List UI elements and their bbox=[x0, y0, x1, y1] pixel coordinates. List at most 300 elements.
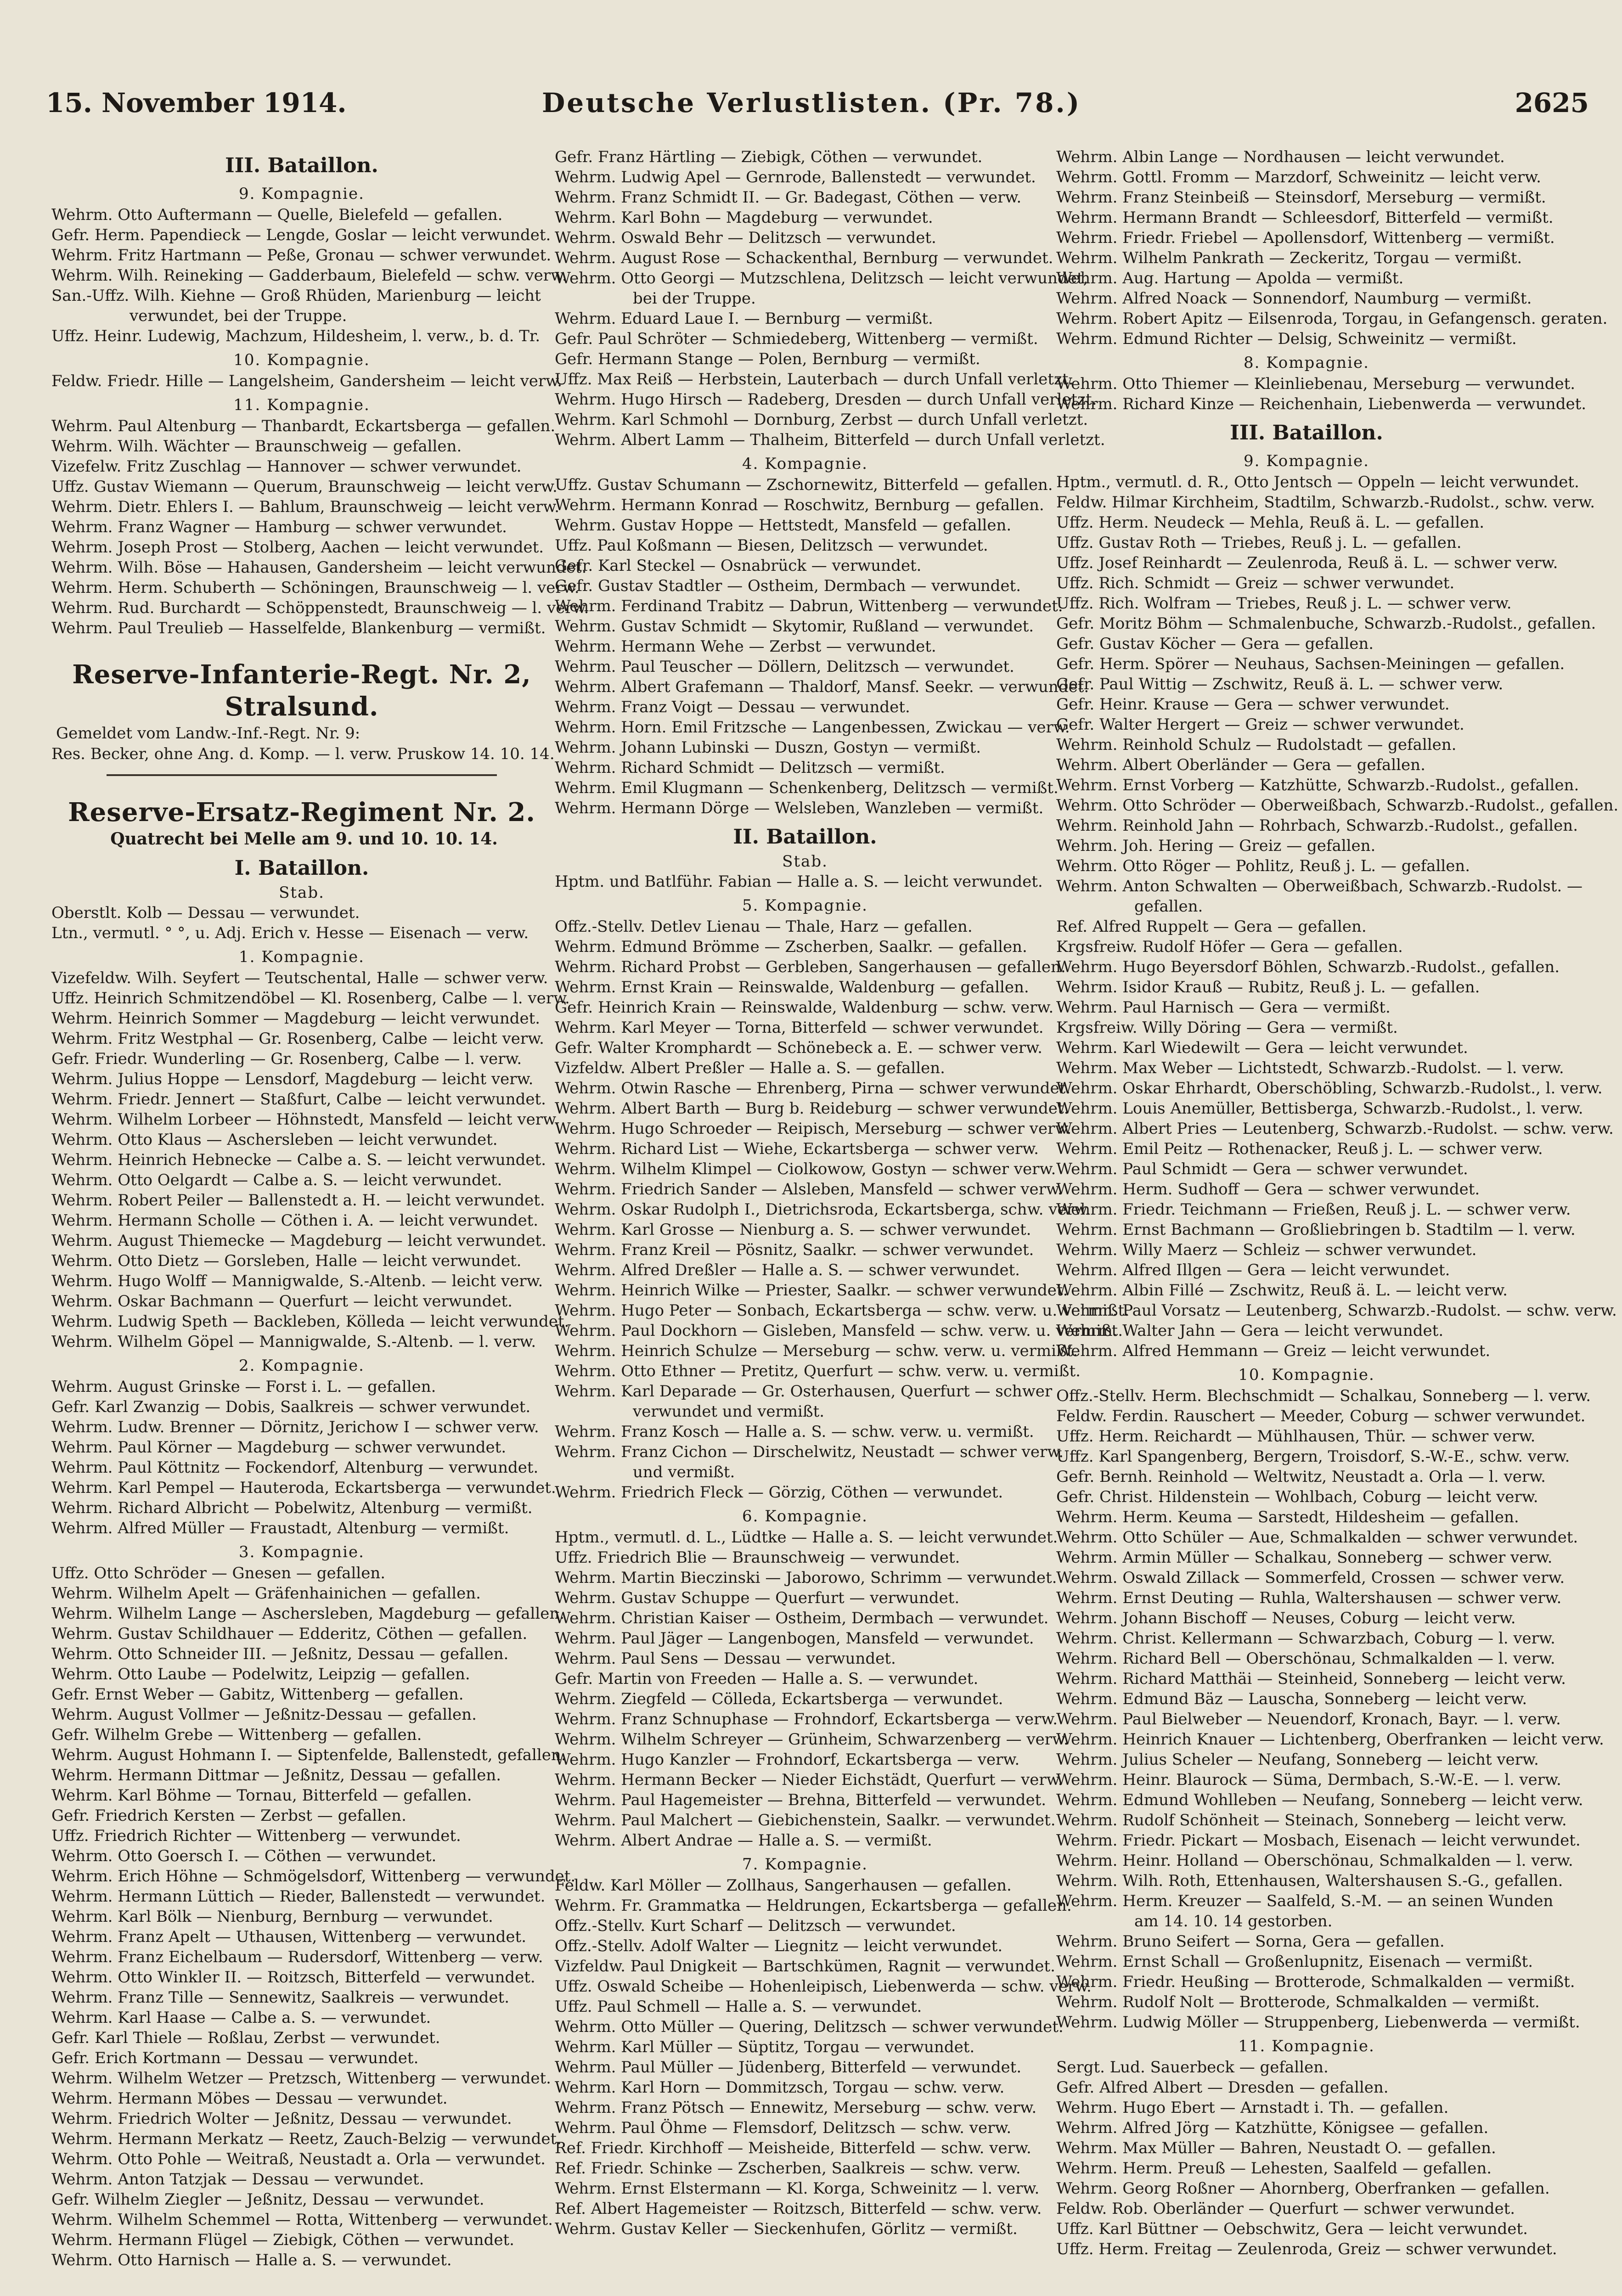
casualty-entry: Gefr. Karl Steckel — Osnabrück — verwundet. bbox=[555, 557, 922, 575]
column-middle bbox=[555, 147, 1129, 2239]
casualty-entry: Wehrm. Hermann Wehe — Zerbst — verwundet. bbox=[555, 637, 936, 656]
casualty-entry: Uffz. Friedrich Blie — Braunschweig — verwundet. bbox=[555, 1548, 960, 1567]
casualty-entry: Wehrm. Emil Peitz — Rothenacker, Reuß j. L. — schwer verw. bbox=[1056, 1140, 1543, 1158]
casualty-entry: Wehrm. Christ. Kellermann — Schwarzbach, Coburg — l. verw. bbox=[1056, 1629, 1555, 1648]
casualty-entry: Wehrm. Paul Schmidt — Gera — schwer verwundet. bbox=[1056, 1160, 1468, 1178]
casualty-entry: Wehrm. Aug. Hartung — Apolda — vermißt. bbox=[1056, 269, 1404, 287]
casualty-entry: Wehrm. Reinhold Schulz — Rudolstadt — gefallen. bbox=[1056, 736, 1457, 754]
casualty-entry: Wehrm. Otto Klaus — Aschersleben — leicht verwundet. bbox=[51, 1131, 498, 1149]
casualty-entry: Wehrm. Oskar Ehrhardt, Oberschöbling, Schwarzb.-Rudolst., l. verw. bbox=[1056, 1079, 1603, 1097]
casualty-entry: Wehrm. Franz Steinbeiß — Steinsdorf, Merseburg — vermißt. bbox=[1056, 188, 1546, 207]
casualty-entry: Wehrm. Heinr. Holland — Oberschönau, Schmalkalden — l. verw. bbox=[1056, 1851, 1573, 1870]
casualty-entry: Feldw. Ferdin. Rauschert — Meeder, Coburg — schwer verwundet. bbox=[1056, 1407, 1586, 1425]
casualty-entry: Wehrm. Paul Altenburg — Thanbardt, Eckartsberga — gefallen. bbox=[51, 417, 556, 435]
casualty-entry: Wehrm. Albin Fillé — Zschwitz, Reuß ä. L. — leicht verw. bbox=[1056, 1281, 1508, 1300]
casualty-entry: Offz.-Stellv. Adolf Walter — Liegnitz — leicht verwundet. bbox=[555, 1937, 1003, 1955]
casualty-entry: Wehrm. Herm. Kreuzer — Saalfeld, S.-M. — an seinen Wunden bbox=[1056, 1892, 1554, 1910]
casualty-entry: Wehrm. Wilhelm Schreyer — Grünheim, Schwarzenberg — verw. bbox=[555, 1730, 1069, 1749]
casualty-entry: Wehrm. Bruno Seifert — Sorna, Gera — gefallen. bbox=[1056, 1932, 1445, 1951]
casualty-entry: Gefr. Bernh. Reinhold — Weltwitz, Neustadt a. Orla — l. verw. bbox=[1056, 1468, 1546, 1486]
casualty-entry: Wehrm. Otto Laube — Podelwitz, Leipzig — gefallen. bbox=[51, 1665, 470, 1683]
casualty-entry: Wehrm. Hugo Wolff — Mannigwalde, S.-Altenb. — leicht verw. bbox=[51, 1272, 543, 1290]
casualty-entry: Feldw. Karl Möller — Zollhaus, Sangerhausen — gefallen. bbox=[555, 1876, 1012, 1895]
casualty-entry: Wehrm. Franz Cichon — Dirschelwitz, Neustadt — schwer verw. bbox=[555, 1443, 1064, 1461]
staff-heading: Stab. bbox=[279, 884, 325, 902]
casualty-entry: Wehrm. Julius Scheler — Neufang, Sonneberg — leicht verw. bbox=[1056, 1750, 1539, 1769]
casualty-entry: Wehrm. Georg Roßner — Ahornberg, Oberfranken — gefallen. bbox=[1056, 2179, 1550, 2198]
casualty-entry: Wehrm. Martin Bieczinski — Jaborowo, Schrimm — verwundet. bbox=[555, 1569, 1057, 1587]
casualty-entry: Wehrm. August Grinske — Forst i. L. — gefallen. bbox=[51, 1378, 436, 1396]
casualty-entry: Wehrm. Anton Tatzjak — Dessau — verwundet. bbox=[51, 2170, 424, 2189]
regiment-note: Quatrecht bei Melle am 9. und 10. 10. 14. bbox=[110, 829, 498, 849]
casualty-entry: Wehrm. Ludw. Brenner — Dörnitz, Jerichow I — schwer verw. bbox=[51, 1418, 539, 1436]
casualty-entry: Wehrm. Dietr. Ehlers I. — Bahlum, Braunschweig — leicht verw. bbox=[51, 498, 560, 516]
casualty-entry: Uffz. Herm. Reichardt — Mühlhausen, Thür. — schwer verw. bbox=[1056, 1427, 1536, 1446]
casualty-entry: Wehrm. Franz Kreil — Pösnitz, Saalkr. — schwer verwundet. bbox=[555, 1241, 1034, 1259]
casualty-entry: Wehrm. Gustav Keller — Sieckenhufen, Görlitz — vermißt. bbox=[555, 2220, 1018, 2238]
casualty-entry: Wehrm. Wilhelm Lange — Aschersleben, Magdeburg — gefallen. bbox=[51, 1604, 565, 1623]
casualty-entry: Wehrm. Friedr. Teichmann — Frießen, Reuß j. L. — schwer verw. bbox=[1056, 1200, 1571, 1219]
company-heading: 10. Kompagnie. bbox=[1238, 1366, 1375, 1384]
casualty-entry: Wehrm. Otto Schüler — Aue, Schmalkalden — schwer verwundet. bbox=[1056, 1528, 1578, 1547]
casualty-entry: Wehrm. Hermann Flügel — Ziebigk, Cöthen — verwundet. bbox=[51, 2231, 514, 2249]
casualty-entry: Wehrm. Friedr. Heußing — Brotterode, Schmalkalden — vermißt. bbox=[1056, 1973, 1575, 1991]
casualty-entry: Wehrm. Max Müller — Bahren, Neustadt O. — gefallen. bbox=[1056, 2139, 1496, 2157]
casualty-entry: Ltn., vermutl. ° °, u. Adj. Erich v. Hesse — Eisenach — verw. bbox=[51, 924, 529, 942]
casualty-entry: Gefr. Hermann Stange — Polen, Bernburg — vermißt. bbox=[555, 350, 980, 368]
casualty-entry: Offz.-Stellv. Detlev Lienau — Thale, Harz — gefallen. bbox=[555, 917, 973, 936]
casualty-entry: Wehrm. Walter Jahn — Gera — leicht verwundet. bbox=[1056, 1322, 1444, 1340]
casualty-entry: Wehrm. August Rose — Schackenthal, Bernburg — verwundet. bbox=[555, 249, 1053, 267]
page-number: 2625 bbox=[1515, 87, 1589, 118]
casualty-entry: Wehrm. Karl Deparade — Gr. Osterhausen, Querfurt — schwer bbox=[555, 1382, 1053, 1401]
casualty-entry: Wehrm. Wilhelm Lorbeer — Höhnstedt, Mansfeld — leicht verw. bbox=[51, 1110, 559, 1129]
casualty-entry: Vizfeldw. Paul Dnigkeit — Bartschkümen, Ragnit — verwundet. bbox=[555, 1957, 1055, 1975]
casualty-entry: Wehrm. Gustav Schuppe — Querfurt — verwundet. bbox=[555, 1589, 960, 1607]
casualty-entry: Wehrm. Wilhelm Wetzer — Pretzsch, Wittenberg — verwundet. bbox=[51, 2069, 551, 2088]
casualty-entry: Gefr. Walter Hergert — Greiz — schwer verwundet. bbox=[1056, 715, 1464, 734]
casualty-entry: Wehrm. Johann Lubinski — Duszn, Gostyn — vermißt. bbox=[555, 738, 981, 757]
casualty-entry: Wehrm. Otto Schneider III. — Jeßnitz, Dessau — gefallen. bbox=[51, 1645, 509, 1663]
casualty-entry: Gefr. Walter Kromphardt — Schönebeck a. E. — schwer verw. bbox=[555, 1039, 1042, 1057]
section-rule bbox=[107, 774, 497, 776]
casualty-entry: Wehrm. Alfred Jörg — Katzhütte, Königsee — gefallen. bbox=[1056, 2119, 1489, 2137]
casualty-entry: Wehrm. Isidor Krauß — Rubitz, Reuß j. L. — gefallen. bbox=[1056, 978, 1480, 996]
casualty-entry: Wehrm. Louis Anemüller, Bettisberga, Schwarzb.-Rudolst., l. verw. bbox=[1056, 1099, 1583, 1118]
casualty-entry: Wehrm. Hermann Lüttich — Rieder, Ballenstedt — verwundet. bbox=[51, 1887, 546, 1906]
column-left bbox=[51, 147, 589, 2270]
casualty-entry: Wehrm. Oskar Bachmann — Querfurt — leicht verwundet. bbox=[51, 1292, 513, 1311]
casualty-entry: Uffz. Karl Spangenberg, Bergern, Troisdorf, S.-W.-E., schw. verw. bbox=[1056, 1447, 1570, 1466]
casualty-entry: Wehrm. Otto Winkler II. — Roitzsch, Bitterfeld — verwundet. bbox=[51, 1968, 535, 1986]
casualty-entry: Wehrm. Ernst Deuting — Ruhla, Waltershausen — schwer verw. bbox=[1056, 1589, 1562, 1607]
casualty-entry: Wehrm. Heinrich Hebnecke — Calbe a. S. — leicht verwundet. bbox=[51, 1151, 546, 1169]
regiment-heading: Reserve-Infanterie-Regt. Nr. 2, Stralsund. bbox=[72, 659, 531, 722]
casualty-entry: Wehrm. Hermann Konrad — Roschwitz, Bernburg — gefallen. bbox=[555, 496, 1044, 514]
casualty-entry: Wehrm. Friedr. Jennert — Staßfurt, Calbe — leicht verwundet. bbox=[51, 1090, 546, 1109]
casualty-entry: Wehrm. Otto Oelgardt — Calbe a. S. — leicht verwundet. bbox=[51, 1171, 502, 1189]
casualty-entry: Wehrm. Friedrich Sander — Alsleben, Mansfeld — schwer verw. bbox=[555, 1180, 1063, 1199]
casualty-entry: San.-Uffz. Wilh. Kiehne — Groß Rhüden, Marienburg — leicht bbox=[51, 287, 541, 305]
casualty-entry: Wehrm. Alfred Dreßler — Halle a. S. — schwer verwundet. bbox=[555, 1261, 1020, 1279]
company-heading: 10. Kompagnie. bbox=[233, 351, 370, 369]
casualty-entry: Krgsfreiw. Rudolf Höfer — Gera — gefallen. bbox=[1056, 938, 1403, 956]
casualty-entry: Res. Becker, ohne Ang. d. Komp. — l. verw. Pruskow 14. 10. 14. bbox=[51, 745, 555, 763]
casualty-entry: Wehrm. Willy Maerz — Schleiz — schwer verwundet. bbox=[1056, 1241, 1477, 1259]
casualty-entry: Wehrm. Franz Schnuphase — Frohndorf, Eckartsberga — verw. bbox=[555, 1710, 1058, 1728]
casualty-entry: Wehrm. Wilhelm Apelt — Gräfenhainichen — gefallen. bbox=[51, 1584, 481, 1603]
casualty-entry: Wehrm. Alfred Hemmann — Greiz — leicht verwundet. bbox=[1056, 1342, 1491, 1360]
casualty-entry: Wehrm. Karl Schmohl — Dornburg, Zerbst — durch Unfall verletzt. bbox=[555, 411, 1088, 429]
casualty-entry: Wehrm. Karl Bölk — Nienburg, Bernburg — verwundet. bbox=[51, 1908, 493, 1926]
casualty-entry: Wehrm. Richard Bell — Oberschönau, Schmalkalden — l. verw. bbox=[1056, 1649, 1555, 1668]
casualty-entry: Wehrm. Paul Vorsatz — Leutenberg, Schwarzb.-Rudolst. — schw. verw. bbox=[1056, 1301, 1617, 1320]
casualty-entry: Wehrm. Heinrich Wilke — Priester, Saalkr. — schwer verwundet. bbox=[555, 1281, 1068, 1300]
casualty-entry: Wehrm. Ernst Bachmann — Großliebringen b. Stadtilm — l. verw. bbox=[1056, 1221, 1576, 1239]
casualty-entry: Wehrm. Richard Albricht — Pobelwitz, Altenburg — vermißt. bbox=[51, 1499, 533, 1517]
casualty-entry: Wehrm. Hermann Dittmar — Jeßnitz, Dessau — gefallen. bbox=[51, 1766, 501, 1784]
casualty-entry: Wehrm. Gustav Schmidt — Skytomir, Rußland — verwundet. bbox=[555, 617, 1034, 636]
casualty-entry: Feldw. Rob. Oberländer — Querfurt — schwer verwundet. bbox=[1056, 2200, 1515, 2218]
casualty-entry: Uffz. Josef Reinhardt — Zeulenroda, Reuß ä. L. — schwer verw. bbox=[1056, 554, 1558, 572]
casualty-entry: Wehrm. Otto Dietz — Gorsleben, Halle — leicht verwundet. bbox=[51, 1252, 522, 1270]
company-heading: 3. Kompagnie. bbox=[239, 1543, 365, 1561]
casualty-entry: Wehrm. Wilh. Reineking — Gadderbaum, Bielefeld — schw. verw. bbox=[51, 266, 567, 285]
casualty-entry: Wehrm. Otto Ethner — Pretitz, Querfurt — schw. verw. u. vermißt. bbox=[555, 1362, 1081, 1380]
casualty-entry: Wehrm. Friedrich Wolter — Jeßnitz, Dessau — verwundet. bbox=[51, 2110, 512, 2128]
casualty-entry: Wehrm. Anton Schwalten — Oberweißbach, Schwarzb.-Rudolst. — bbox=[1056, 877, 1583, 895]
casualty-entry: Hptm. und Batlführ. Fabian — Halle a. S. — leicht verwundet. bbox=[555, 872, 1043, 891]
casualty-entry: Uffz. Rich. Wolfram — Triebes, Reuß j. L. — schwer verw. bbox=[1056, 594, 1512, 613]
casualty-entry: Wehrm. Otto Müller — Quering, Delitzsch — schwer verwundet. bbox=[555, 2018, 1064, 2036]
casualty-entry: Wehrm. Otto Röger — Pohlitz, Reuß j. L. — gefallen. bbox=[1056, 857, 1470, 875]
casualty-entry: Wehrm. Rud. Burchardt — Schöppenstedt, Braunschweig — l. verw. bbox=[51, 599, 589, 617]
casualty-entry: Oberstlt. Kolb — Dessau — verwundet. bbox=[51, 904, 360, 922]
casualty-entry: Wehrm. Gustav Hoppe — Hettstedt, Mansfeld — gefallen. bbox=[555, 516, 1012, 535]
casualty-entry: Wehrm. Paul Harnisch — Gera — vermißt. bbox=[1056, 998, 1391, 1017]
casualty-entry: Wehrm. Karl Haase — Calbe a. S. — verwundet. bbox=[51, 2009, 431, 2027]
casualty-entry: Gefr. Gustav Stadtler — Ostheim, Dermbach — verwundet. bbox=[555, 577, 1021, 595]
casualty-entry: Wehrm. Joseph Prost — Stolberg, Aachen — leicht verwundet. bbox=[51, 538, 544, 557]
casualty-entry: Wehrm. Eduard Laue I. — Bernburg — vermißt. bbox=[555, 310, 933, 328]
casualty-entry: Gefr. Heinr. Krause — Gera — schwer verwundet. bbox=[1056, 695, 1450, 714]
casualty-entry: Wehrm. Hermann Dörge — Welsleben, Wanzleben — vermißt. bbox=[555, 799, 1044, 817]
casualty-entry: Wehrm. Wilh. Wächter — Braunschweig — gefallen. bbox=[51, 437, 462, 456]
casualty-entry: Uffz. Herm. Neudeck — Mehla, Reuß ä. L. — gefallen. bbox=[1056, 513, 1485, 532]
casualty-entry: Wehrm. Herm. Keuma — Sarstedt, Hildesheim — gefallen. bbox=[1056, 1508, 1519, 1526]
casualty-entry: Wehrm. Edmund Bäz — Lauscha, Sonneberg — leicht verw. bbox=[1056, 1690, 1527, 1708]
casualty-entry: Wehrm. Ernst Vorberg — Katzhütte, Schwarzb.-Rudolst., gefallen. bbox=[1056, 776, 1579, 794]
casualty-entry: Hptm., vermutl. d. R., Otto Jentsch — Oppeln — leicht verwundet. bbox=[1056, 473, 1579, 491]
battalion-heading: III. Bataillon. bbox=[1230, 421, 1383, 445]
casualty-entry: Wehrm. Paul Bielweber — Neuendorf, Kronach, Bayr. — l. verw. bbox=[1056, 1710, 1561, 1728]
casualty-entry: Wehrm. Paul Köttnitz — Fockendorf, Altenburg — verwundet. bbox=[51, 1458, 539, 1477]
casualty-entry: Wehrm. Karl Horn — Dommitzsch, Torgau — schw. verw. bbox=[555, 2078, 1005, 2097]
casualty-entry: Wehrm. Alfred Müller — Fraustadt, Altenburg — vermißt. bbox=[51, 1519, 509, 1537]
casualty-entry: Wehrm. Armin Müller — Schalkau, Sonneberg — schwer verw. bbox=[1056, 1548, 1553, 1567]
company-heading: 6. Kompagnie. bbox=[742, 1507, 868, 1525]
casualty-entry: Wehrm. Richard Schmidt — Delitzsch — vermißt. bbox=[555, 759, 945, 777]
casualty-entry: Wehrm. Albert Barth — Burg b. Reideburg — schwer verwundet. bbox=[555, 1099, 1069, 1118]
casualty-entry: Gefr. Karl Thiele — Roßlau, Zerbst — verwundet. bbox=[51, 2029, 440, 2047]
casualty-entry: Gefr. Heinrich Krain — Reinswalde, Waldenburg — schw. verw. bbox=[555, 998, 1054, 1017]
casualty-entry: Wehrm. Julius Hoppe — Lensdorf, Magdeburg — leicht verw. bbox=[51, 1070, 534, 1088]
casualty-entry: Wehrm. Otto Harnisch — Halle a. S. — verwundet. bbox=[51, 2251, 452, 2269]
casualty-entry: Wehrm. Oswald Zillack — Sommerfeld, Crossen — schwer verw. bbox=[1056, 1569, 1565, 1587]
casualty-entry: Wehrm. Heinrich Sommer — Magdeburg — leicht verwundet. bbox=[51, 1009, 541, 1028]
casualty-entry: Gefr. Martin von Freeden — Halle a. S. — verwundet. bbox=[555, 1670, 979, 1688]
casualty-entry: Wehrm. Rudolf Schönheit — Steinach, Sonneberg — leicht verw. bbox=[1056, 1811, 1567, 1829]
casualty-entry: Wehrm. Richard Kinze — Reichenhain, Liebenwerda — verwundet. bbox=[1056, 395, 1587, 413]
casualty-entry: Uffz. Heinr. Ludewig, Machzum, Hildesheim, l. verw., b. d. Tr. bbox=[51, 327, 541, 345]
casualty-entry: Wehrm. Robert Peiler — Ballenstedt a. H. — leicht verwundet. bbox=[51, 1191, 545, 1210]
company-heading: 8. Kompagnie. bbox=[1244, 354, 1369, 372]
company-heading: 4. Kompagnie. bbox=[742, 455, 868, 473]
casualty-entry: Wehrm. Erich Höhne — Schmögelsdorf, Wittenberg — verwundet. bbox=[51, 1867, 576, 1885]
casualty-entry: Uffz. Max Reiß — Herbstein, Lauterbach — durch Unfall verletzt. bbox=[555, 370, 1074, 388]
casualty-entry: gefallen. bbox=[1134, 897, 1203, 916]
casualty-entry: Wehrm. Edmund Richter — Delsig, Schweinitz — vermißt. bbox=[1056, 330, 1517, 348]
casualty-entry: Wehrm. Ludwig Speth — Backleben, Kölleda — leicht verwundet. bbox=[51, 1312, 569, 1331]
company-heading: 5. Kompagnie. bbox=[742, 896, 868, 915]
casualty-entry: Gefr. Alfred Albert — Dresden — gefallen. bbox=[1056, 2078, 1389, 2097]
casualty-entry: Hptm., vermutl. d. L., Lüdtke — Halle a. S. — leicht verwundet. bbox=[555, 1528, 1058, 1547]
casualty-entry: Wehrm. Wilhelm Klimpel — Ciolkowow, Gostyn — schwer verw. bbox=[555, 1160, 1056, 1178]
casualty-entry: Uffz. Rich. Schmidt — Greiz — schwer verwundet. bbox=[1056, 574, 1455, 592]
casualty-entry: Wehrm. Paul Malchert — Giebichenstein, Saalkr. — verwundet. bbox=[555, 1811, 1056, 1829]
casualty-entry: Gefr. Friedr. Wunderling — Gr. Rosenberg, Calbe — l. verw. bbox=[51, 1050, 522, 1068]
casualty-entry: Wehrm. Franz Pötsch — Ennewitz, Merseburg — schw. verw. bbox=[555, 2099, 1037, 2117]
casualty-entry: Gefr. Karl Zwanzig — Dobis, Saalkreis — schwer verwundet. bbox=[51, 1398, 531, 1416]
casualty-entry: Gefr. Paul Wittig — Zschwitz, Reuß ä. L. — schwer verw. bbox=[1056, 675, 1504, 693]
casualty-entry: Wehrm. Gottl. Fromm — Marzdorf, Schweinitz — leicht verw. bbox=[1056, 168, 1541, 186]
casualty-entry: Wehrm. Paul Öhme — Flemsdorf, Delitzsch — schw. verw. bbox=[555, 2119, 1012, 2137]
casualty-entry: Wehrm. Reinhold Jahn — Rohrbach, Schwarzb.-Rudolst., gefallen. bbox=[1056, 816, 1578, 835]
casualty-entry: Uffz. Paul Schmell — Halle a. S. — verwundet. bbox=[555, 1998, 922, 2016]
casualty-entry: Gefr. Erich Kortmann — Dessau — verwundet. bbox=[51, 2049, 419, 2067]
casualty-entry: Wehrm. Hugo Kanzler — Frohndorf, Eckartsberga — verw. bbox=[555, 1750, 1020, 1769]
casualty-entry: Wehrm. Paul Jäger — Langenbogen, Mansfeld — verwundet. bbox=[555, 1629, 1034, 1648]
casualty-entry: Wehrm. Otto Pohle — Weitraß, Neustadt a. Orla — verwundet. bbox=[51, 2150, 546, 2168]
casualty-entry: verwundet, bei der Truppe. bbox=[130, 307, 347, 325]
casualty-entry: Offz.-Stellv. Herm. Blechschmidt — Schalkau, Sonneberg — l. verw. bbox=[1056, 1387, 1591, 1405]
casualty-entry: Wehrm. Herm. Sudhoff — Gera — schwer verwundet. bbox=[1056, 1180, 1480, 1199]
casualty-entry: Wehrm. Albert Grafemann — Thaldorf, Mansf. Seekr. — verwundet. bbox=[555, 678, 1089, 696]
casualty-entry: Uffz. Gustav Wiemann — Querum, Braunschweig — leicht verw. bbox=[51, 478, 558, 496]
casualty-entry: Wehrm. Franz Tille — Sennewitz, Saalkreis — verwundet. bbox=[51, 1988, 510, 2007]
company-heading: 9. Kompagnie. bbox=[239, 185, 365, 203]
casualty-entry: Wehrm. Albin Lange — Nordhausen — leicht verwundet. bbox=[1056, 148, 1505, 166]
casualty-entry: Wehrm. Karl Meyer — Torna, Bitterfeld — schwer verwundet. bbox=[555, 1019, 1044, 1037]
casualty-entry: Uffz. Gustav Roth — Triebes, Reuß j. L. — gefallen. bbox=[1056, 534, 1462, 552]
casualty-entry: Wehrm. Friedrich Fleck — Görzig, Cöthen — verwundet. bbox=[555, 1483, 1003, 1502]
regiment-heading: Reserve-Ersatz-Regiment Nr. 2. bbox=[68, 797, 535, 827]
casualty-entry: Wehrm. Oskar Rudolph I., Dietrichsroda, Eckartsberga, schw. verw. bbox=[555, 1200, 1091, 1219]
casualty-entry: Wehrm. August Hohmann I. — Siptenfelde, Ballenstedt, gefallen. bbox=[51, 1746, 566, 1764]
casualty-entry: Wehrm. Karl Bohn — Magdeburg — verwundet. bbox=[555, 208, 933, 227]
company-heading: 7. Kompagnie. bbox=[742, 1855, 868, 1874]
casualty-entry: Wehrm. Fritz Hartmann — Peße, Gronau — schwer verwundet. bbox=[51, 246, 552, 264]
casualty-entry: Wehrm. Paul Treulieb — Hasselfelde, Blankenburg — vermißt. bbox=[51, 619, 546, 637]
casualty-entry: Gefr. Herm. Spörer — Neuhaus, Sachsen-Meiningen — gefallen. bbox=[1056, 655, 1565, 673]
casualty-entry: Wehrm. Albert Andrae — Halle a. S. — vermißt. bbox=[555, 1831, 932, 1850]
casualty-entry: Offz.-Stellv. Kurt Scharf — Delitzsch — verwundet. bbox=[555, 1917, 956, 1935]
casualty-entry: Wehrm. Hugo Schroeder — Reipisch, Merseburg — schwer verw. bbox=[555, 1120, 1072, 1138]
casualty-entry: Uffz. Karl Büttner — Oebschwitz, Gera — leicht verwundet. bbox=[1056, 2220, 1528, 2238]
casualty-entry: Wehrm. Christian Kaiser — Ostheim, Dermbach — verwundet. bbox=[555, 1609, 1049, 1627]
company-heading: 2. Kompagnie. bbox=[239, 1356, 365, 1375]
casualty-entry: Wehrm. Hermann Merkatz — Reetz, Zauch-Belzig — verwundet. bbox=[51, 2130, 562, 2148]
casualty-entry: Wehrm. Karl Grosse — Nienburg a. S. — schwer verwundet. bbox=[555, 1221, 1031, 1239]
casualty-entry: Wehrm. Hermann Möbes — Dessau — verwundet. bbox=[51, 2089, 448, 2108]
casualty-entry: Ref. Friedr. Schinke — Zscherben, Saalkreis — schw. verw. bbox=[555, 2159, 1021, 2178]
casualty-entry: Wehrm. Fr. Grammatka — Heldrungen, Eckartsberga — gefallen. bbox=[555, 1896, 1072, 1915]
casualty-entry: Gefr. Friedrich Kersten — Zerbst — gefallen. bbox=[51, 1806, 406, 1825]
casualty-entry: Wehrm. Ludwig Apel — Gernrode, Ballenstedt — verwundet. bbox=[555, 168, 1036, 186]
issue-date: 15. November 1914. bbox=[46, 87, 347, 118]
casualty-entry: Wehrm. Karl Müller — Süptitz, Torgau — verwundet. bbox=[555, 2038, 975, 2056]
casualty-entry: Wehrm. Paul Müller — Jüdenberg, Bitterfeld — verwundet. bbox=[555, 2058, 1022, 2077]
casualty-entry: Wehrm. Rudolf Nolt — Brotterode, Schmalkalden — vermißt. bbox=[1056, 1993, 1540, 2011]
casualty-entry: Wehrm. Hugo Beyersdorf Böhlen, Schwarzb.-Rudolst., gefallen. bbox=[1056, 958, 1560, 976]
casualty-entry: Wehrm. Fritz Westphal — Gr. Rosenberg, Calbe — leicht verw. bbox=[51, 1030, 544, 1048]
casualty-entry: Wehrm. Max Weber — Lichtstedt, Schwarzb.-Rudolst. — l. verw. bbox=[1056, 1059, 1564, 1077]
casualty-entry: bei der Truppe. bbox=[633, 289, 756, 308]
casualty-entry: Wehrm. Franz Kosch — Halle a. S. — schw. verw. u. vermißt. bbox=[555, 1423, 1034, 1441]
casualty-entry: Feldw. Hilmar Kirchheim, Stadtilm, Schwarzb.-Rudolst., schw. verw. bbox=[1056, 493, 1595, 512]
casualty-entry: Wehrm. Richard Probst — Gerbleben, Sangerhausen — gefallen. bbox=[555, 958, 1066, 976]
casualty-entry: Wehrm. Wilh. Roth, Ettenhausen, Waltershausen S.-G., gefallen. bbox=[1056, 1872, 1563, 1890]
casualty-entry: Wehrm. Otto Georgi — Mutzschlena, Delitzsch — leicht verwundet, bbox=[555, 269, 1088, 287]
casualty-entry: Uffz. Oswald Scheibe — Hohenleipisch, Liebenwerda — schw. verw. bbox=[555, 1977, 1092, 1996]
page-header bbox=[46, 87, 1589, 129]
casualty-entry: Wehrm. Hermann Brandt — Schleesdorf, Bitterfeld — vermißt. bbox=[1056, 208, 1554, 227]
casualty-entry: Gefr. Moritz Böhm — Schmalenbuche, Schwarzb.-Rudolst., gefallen. bbox=[1056, 614, 1596, 633]
casualty-entry: Wehrm. Albert Oberländer — Gera — gefallen. bbox=[1056, 756, 1425, 774]
casualty-entry: Wehrm. Gustav Schildhauer — Edderitz, Cöthen — gefallen. bbox=[51, 1625, 528, 1643]
casualty-entry: Uffz. Paul Koßmann — Biesen, Delitzsch — verwundet. bbox=[555, 536, 988, 555]
casualty-entry: Wehrm. Karl Wiedewilt — Gera — leicht verwundet. bbox=[1056, 1039, 1468, 1057]
casualty-entry: Gefr. Ernst Weber — Gabitz, Wittenberg — gefallen. bbox=[51, 1685, 464, 1704]
casualty-entry: Wehrm. Karl Böhme — Tornau, Bitterfeld — gefallen. bbox=[51, 1786, 472, 1805]
company-heading: 9. Kompagnie. bbox=[1244, 452, 1369, 470]
casualty-entry: Uffz. Otto Schröder — Gnesen — gefallen. bbox=[51, 1564, 386, 1582]
regiment-note: Gemeldet vom Landw.-Inf.-Regt. Nr. 9: bbox=[56, 724, 360, 743]
casualty-entry: Wehrm. August Thiemecke — Magdeburg — leicht verwundet. bbox=[51, 1232, 546, 1250]
casualty-entry: Wehrm. Hugo Peter — Sonbach, Eckartsberga — schw. verw. u. vermißt. bbox=[555, 1301, 1129, 1320]
casualty-entry: Wehrm. Ernst Schall — Großenlupnitz, Eisenach — vermißt. bbox=[1056, 1953, 1533, 1971]
casualty-entry: verwundet und vermißt. bbox=[633, 1402, 825, 1421]
casualty-entry: Wehrm. Heinr. Blaurock — Sümа, Dermbach, S.-W.-E. — l. verw. bbox=[1056, 1771, 1561, 1789]
casualty-entry: Gefr. Franz Härtling — Ziebigk, Cöthen — verwundet. bbox=[555, 148, 983, 166]
battalion-heading: III. Bataillon. bbox=[225, 154, 378, 177]
company-heading: 1. Kompagnie. bbox=[239, 948, 365, 966]
casualty-entry: Uffz. Friedrich Richter — Wittenberg — verwundet. bbox=[51, 1827, 461, 1845]
casualty-entry: Feldw. Friedr. Hille — Langelsheim, Gandersheim — leicht verw. bbox=[51, 372, 563, 390]
casualty-entry: Wehrm. Oswald Behr — Delitzsch — verwundet. bbox=[555, 229, 936, 247]
casualty-entry: Krgsfreiw. Willy Döring — Gera — vermißt. bbox=[1056, 1019, 1398, 1037]
casualty-entry: am 14. 10. 14 gestorben. bbox=[1134, 1912, 1333, 1930]
casualty-entry: Wehrm. Alfred Illgen — Gera — leicht verwundet. bbox=[1056, 1261, 1450, 1279]
casualty-entry: Wehrm. Paul Körner — Magdeburg — schwer verwundet. bbox=[51, 1438, 507, 1457]
casualty-entry: Wehrm. Herm. Preuß — Lehesten, Saalfeld — gefallen. bbox=[1056, 2159, 1492, 2178]
publication-title: Deutsche Verlustlisten. (Pr. 78.) bbox=[542, 87, 1081, 118]
casualty-entry: Wehrm. Wilhelm Schemmel — Rotta, Wittenberg — verwundet. bbox=[51, 2211, 553, 2229]
casualty-entry: Wehrm. Edmund Brömme — Zscherben, Saalkr. — gefallen. bbox=[555, 938, 1027, 956]
casualty-entry: Wehrm. Karl Pempel — Hauteroda, Eckartsberga — verwundet. bbox=[51, 1479, 556, 1497]
casualty-entry: Uffz. Gustav Schumann — Zschornewitz, Bitterfeld — gefallen. bbox=[555, 476, 1053, 494]
casualty-entry: Wehrm. Hugo Ebert — Arnstadt i. Th. — gefallen. bbox=[1056, 2099, 1449, 2117]
casualty-entry: Wehrm. Richard List — Wiehe, Eckartsberga — schwer verw. bbox=[555, 1140, 1039, 1158]
casualty-entry: Wehrm. Robert Apitz — Eilsenroda, Torgau, in Gefangensch. geraten. bbox=[1056, 310, 1608, 328]
casualty-entry: Wehrm. Wilhelm Göpel — Mannigwalde, S.-Altenb. — l. verw. bbox=[51, 1333, 536, 1351]
casualty-entry: Wehrm. Ernst Krain — Reinswalde, Waldenburg — gefallen. bbox=[555, 978, 1029, 996]
casualty-entry: Gefr. Christ. Hildenstein — Wohlbach, Coburg — leicht verw. bbox=[1056, 1488, 1538, 1506]
casualty-entry: Wehrm. Franz Apelt — Uthausen, Wittenberg — verwundet. bbox=[51, 1928, 527, 1946]
casualty-entry: Sergt. Lud. Sauerbeck — gefallen. bbox=[1056, 2058, 1329, 2077]
staff-heading: Stab. bbox=[782, 852, 828, 871]
casualty-entry: Wehrm. Ludwig Möller — Struppenberg, Liebenwerda — vermißt. bbox=[1056, 2013, 1580, 2032]
column-right bbox=[1056, 147, 1619, 2259]
casualty-entry: Wehrm. Ferdinand Trabitz — Dabrun, Wittenberg — verwundet. bbox=[555, 597, 1063, 615]
casualty-entry: Wehrm. Otto Schröder — Oberweißbach, Schwarzb.-Rudolst., gefallen. bbox=[1056, 796, 1619, 815]
casualty-entry: Ref. Alfred Ruppelt — Gera — gefallen. bbox=[1056, 917, 1367, 936]
casualty-entry: Wehrm. Richard Matthäi — Steinheid, Sonneberg — leicht verw. bbox=[1056, 1670, 1566, 1688]
casualty-entry: Gefr. Wilhelm Ziegler — Jeßnitz, Dessau — verwundet. bbox=[51, 2190, 484, 2209]
company-heading: 11. Kompagnie. bbox=[233, 396, 370, 414]
casualty-entry: Wehrm. Ernst Elstermann — Kl. Korga, Schweinitz — l. verw. bbox=[555, 2179, 1040, 2198]
casualty-entry: Wehrm. Otwin Rasche — Ehrenberg, Pirna — schwer verwundet. bbox=[555, 1079, 1071, 1097]
casualty-entry: Vizfeldw. Albert Preßler — Halle a. S. — gefallen. bbox=[555, 1059, 945, 1077]
casualty-entry: Wehrm. Paul Teuscher — Döllern, Delitzsch — verwundet. bbox=[555, 658, 1014, 676]
casualty-entry: Wehrm. Otto Goersch I. — Cöthen — verwundet. bbox=[51, 1847, 437, 1865]
casualty-entry: Wehrm. Albert Pries — Leutenberg, Schwarzb.-Rudolst. — schw. verw. bbox=[1056, 1120, 1614, 1138]
casualty-entry: Wehrm. Friedr. Friebel — Apollensdorf, Wittenberg — vermißt. bbox=[1056, 229, 1555, 247]
casualty-entry: Vizefelw. Fritz Zuschlag — Hannover — schwer verwundet. bbox=[51, 457, 522, 476]
casualty-entry: Wehrm. Johann Bischoff — Neuses, Coburg — leicht verw. bbox=[1056, 1609, 1516, 1627]
casualty-entry: Wehrm. Friedr. Pickart — Mosbach, Eisenach — leicht verwundet. bbox=[1056, 1831, 1581, 1850]
casualty-entry: und vermißt. bbox=[633, 1463, 735, 1481]
casualty-entry: Wehrm. Horn. Emil Fritzsche — Langenbessen, Zwickau — verw. bbox=[555, 718, 1070, 737]
casualty-entry: Wehrm. Herm. Schuberth — Schöningen, Braunschweig — l. verw. bbox=[51, 579, 580, 597]
casualty-entry: Wehrm. Wilhelm Pankrath — Zeckeritz, Torgau — vermißt. bbox=[1056, 249, 1522, 267]
casualty-entry: Ref. Albert Hagemeister — Roitzsch, Bitterfeld — schw. verw. bbox=[555, 2200, 1042, 2218]
casualty-entry: Wehrm. Franz Wagner — Hamburg — schwer verwundet. bbox=[51, 518, 507, 536]
casualty-entry: Wehrm. Hermann Scholle — Cöthen i. A. — leicht verwundet. bbox=[51, 1211, 539, 1230]
casualty-entry: Wehrm. Heinrich Knauer — Lichtenberg, Oberfranken — leicht verw. bbox=[1056, 1730, 1604, 1749]
casualty-entry: Wehrm. Edmund Wohlleben — Neufang, Sonneberg — leicht verw. bbox=[1056, 1791, 1583, 1809]
casualty-entry: Gefr. Paul Schröter — Schmiedeberg, Wittenberg — vermißt. bbox=[555, 330, 1038, 348]
casualty-entry: Wehrm. Franz Schmidt II. — Gr. Badegast, Cöthen — verw. bbox=[555, 188, 1022, 207]
casualty-entry: Wehrm. Paul Sens — Dessau — verwundet. bbox=[555, 1649, 896, 1668]
casualty-entry: Wehrm. Otto Thiemer — Kleinliebenau, Merseburg — verwundet. bbox=[1056, 375, 1576, 393]
casualty-entry: Wehrm. Emil Klugmann — Schenkenberg, Delitzsch — vermißt. bbox=[555, 779, 1059, 797]
casualty-entry: Wehrm. Otto Auftermann — Quelle, Bielefeld — gefallen. bbox=[51, 206, 503, 224]
casualty-entry: Uffz. Herm. Freitag — Zeulenroda, Greiz — schwer verwundet. bbox=[1056, 2240, 1557, 2258]
casualty-entry: Gefr. Gustav Köcher — Gera — gefallen. bbox=[1056, 635, 1374, 653]
casualty-entry: Wehrm. Albert Lamm — Thalheim, Bitterfeld — durch Unfall verletzt. bbox=[555, 431, 1105, 449]
company-heading: 11. Kompagnie. bbox=[1238, 2037, 1375, 2055]
casualty-entry: Wehrm. Joh. Hering — Greiz — gefallen. bbox=[1056, 837, 1376, 855]
casualty-entry: Ref. Friedr. Kirchhoff — Meisheide, Bitterfeld — schw. verw. bbox=[555, 2139, 1031, 2157]
casualty-entry: Wehrm. Paul Dockhorn — Gisleben, Mansfeld — schw. verw. u. vermißt. bbox=[555, 1322, 1123, 1340]
casualty-entry: Wehrm. Hermann Becker — Nieder Eichstädt, Querfurt — verw. bbox=[555, 1771, 1063, 1789]
casualty-entry: Wehrm. Alfred Noack — Sonnendorf, Naumburg — vermißt. bbox=[1056, 289, 1532, 308]
casualty-entry: Wehrm. Hugo Hirsch — Radeberg, Dresden — durch Unfall verletzt. bbox=[555, 390, 1097, 409]
casualty-entry: Uffz. Heinrich Schmitzendöbel — Kl. Rosenberg, Calbe — l. verw. bbox=[51, 989, 570, 1007]
casualty-entry: Gefr. Wilhelm Grebe — Wittenberg — gefallen. bbox=[51, 1726, 422, 1744]
casualty-entry: Vizefeldw. Wilh. Seyfert — Teutschental, Halle — schwer verw. bbox=[51, 969, 548, 987]
